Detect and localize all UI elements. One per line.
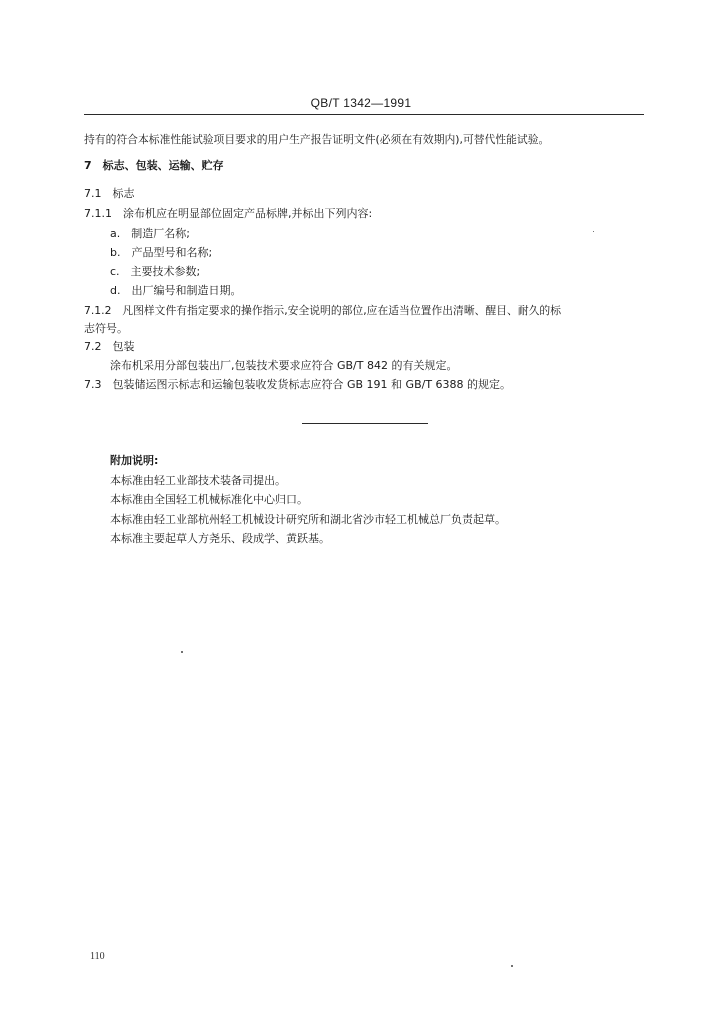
section-7-2-heading: 7.2 包装	[84, 340, 135, 353]
list-item-b: b. 产品型号和名称;	[110, 246, 213, 259]
section-7-1-2-line2: 志符号。	[84, 322, 128, 335]
section-7-2-text: 涂布机采用分部包装出厂,包装技术要求应符合 GB/T 842 的有关规定。	[110, 359, 458, 372]
intro-line: 持有的符合本标准性能试验项目要求的用户生产报告证明文件(必须在有效期内),可替代性能试验。	[84, 133, 550, 146]
header-rule	[84, 114, 644, 115]
section-separator-rule	[302, 423, 428, 424]
notes-line-3: 本标准由轻工业部杭州轻工机械设计研究所和湖北省沙市轻工机械总厂负责起草。	[110, 513, 506, 526]
notes-line-2: 本标准由全国轻工机械标准化中心归口。	[110, 493, 308, 506]
list-item-a: a. 制造厂名称;	[110, 227, 190, 240]
scan-speck	[511, 965, 513, 967]
notes-line-1: 本标准由轻工业部技术装备司提出。	[110, 474, 286, 487]
section-7-1-1: 7.1.1 涂布机应在明显部位固定产品标牌,并标出下列内容:	[84, 207, 373, 220]
notes-title: 附加说明:	[110, 454, 159, 467]
section-7-3: 7.3 包装储运图示标志和运输包装收发货标志应符合 GB 191 和 GB/T 6388 的规定。	[84, 378, 512, 391]
scan-speck	[593, 231, 594, 232]
section-7-1-2-line1: 7.1.2 凡图样文件有指定要求的操作指示,安全说明的部位,应在适当位置作出清晰、醒目、耐久的标	[84, 304, 562, 317]
list-item-d: d. 出厂编号和制造日期。	[110, 284, 242, 297]
section-7-heading: 7 标志、包装、运输、贮存	[84, 159, 224, 172]
page-number: 110	[90, 951, 105, 962]
standard-number-header: QB/T 1342—1991	[310, 96, 412, 110]
scan-speck	[181, 651, 183, 653]
section-7-1-heading: 7.1 标志	[84, 187, 135, 200]
notes-line-4: 本标准主要起草人方尧乐、段成学、黄跃基。	[110, 532, 330, 545]
list-item-c: c. 主要技术参数;	[110, 265, 201, 278]
